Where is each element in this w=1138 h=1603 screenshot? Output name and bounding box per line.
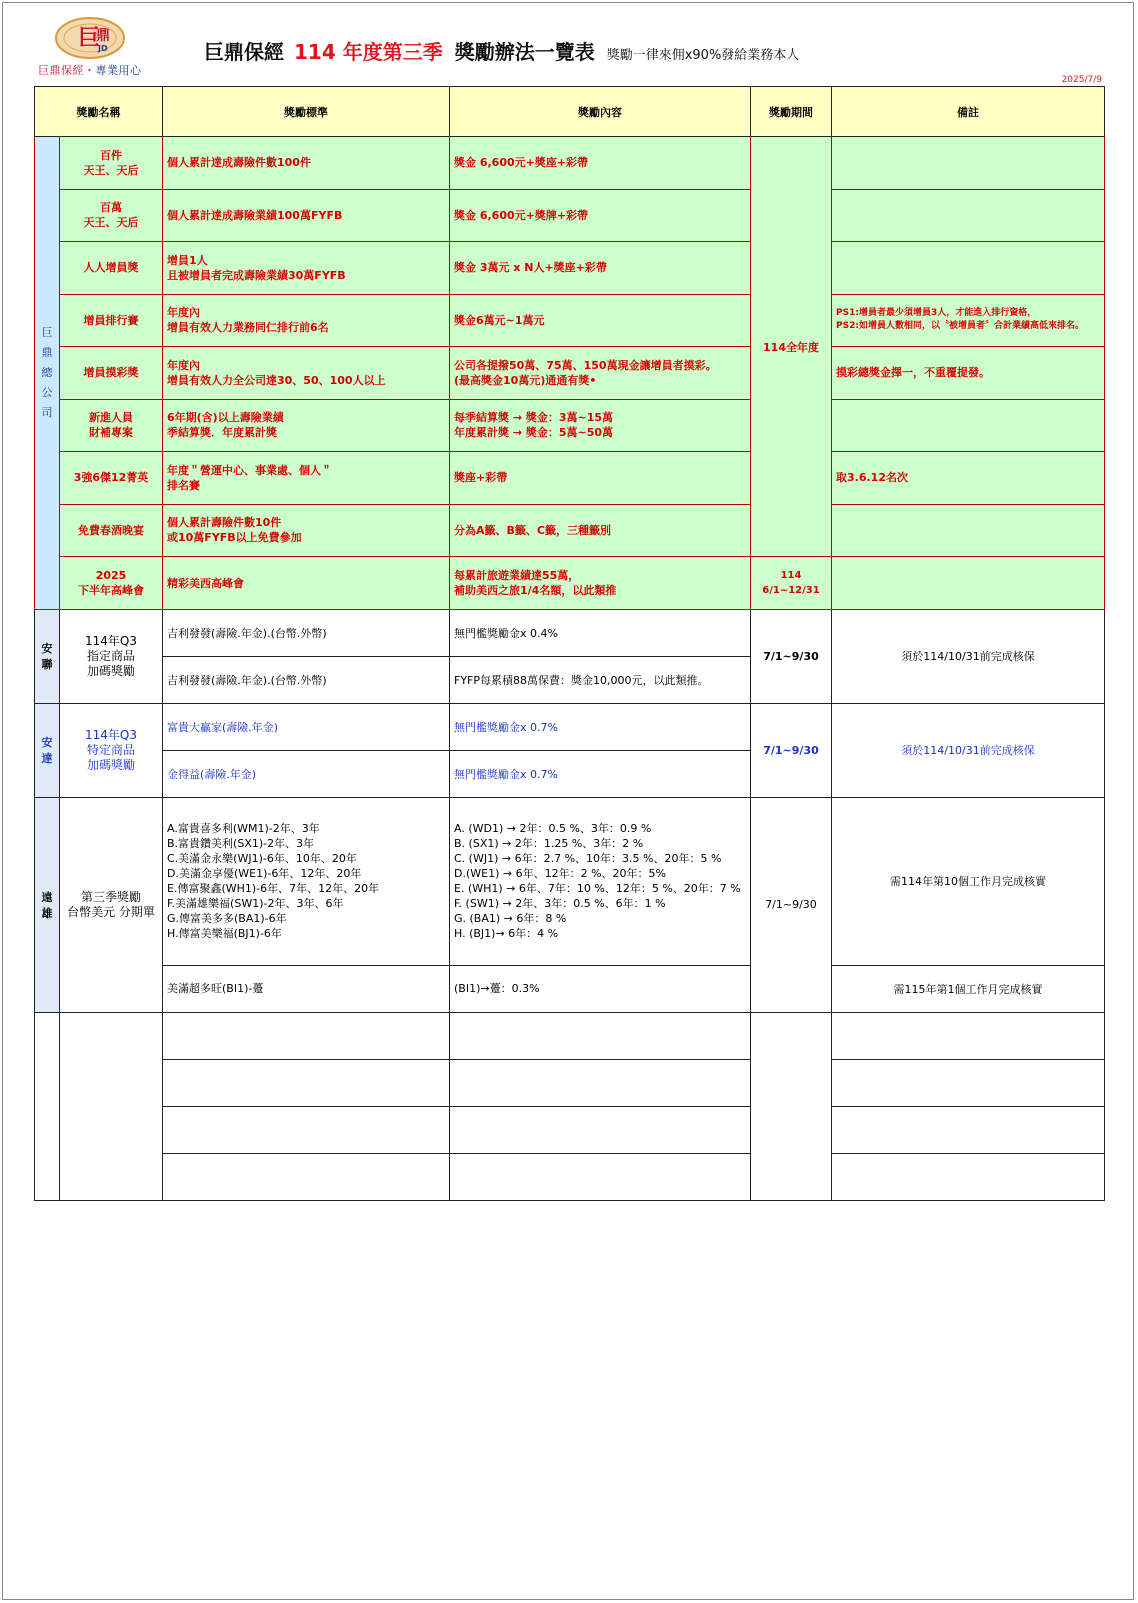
reward-standard: 年度＂營運中心、事業處、個人＂ 排名賽 [163, 452, 450, 505]
reward-standard: 精彩美西高峰會 [163, 557, 450, 610]
empty-remark-cell [832, 1106, 1105, 1153]
empty-row [35, 1106, 1105, 1153]
group-label-anlian: 安聯 [35, 609, 60, 703]
reward-standard: 6年期(含)以上壽險業績 季結算獎．年度累計獎 [163, 399, 450, 452]
reward-content: 獎座+彩帶 [450, 452, 751, 505]
reward-content: 獎金 6,600元+獎牌+彩帶 [450, 189, 751, 242]
reward-standard: 富貴大贏家(壽險.年金) [163, 703, 450, 750]
reward-period: 114 6/1~12/31 [751, 557, 832, 610]
reward-standard: 年度內 增員有效人力業務同仁排行前6名 [163, 294, 450, 347]
group-label-yuanxiong: 遠雄 [35, 797, 60, 1012]
reward-name: 增員摸彩獎 [60, 347, 163, 400]
reward-remark: 須於114/10/31前完成核保 [832, 609, 1105, 703]
reward-content: FYFP每累積88萬保費：獎金10,000元，以此類推。 [450, 656, 751, 703]
reward-name: 114年Q3 特定商品 加碼獎勵 [60, 703, 163, 797]
reward-standard: 增員1人 且被增員者完成壽險業績30萬FYFB [163, 242, 450, 295]
reward-content: 每累計旅遊業績達55萬， 補助美西之旅1/4名額，以此類推 [450, 557, 751, 610]
empty-name-cell [60, 1012, 163, 1200]
empty-row [35, 1059, 1105, 1106]
title-note: 獎勵一律來佣x90%發給業務本人 [606, 48, 800, 63]
reward-period: 7/1~9/30 [751, 609, 832, 703]
reward-table [34, 86, 1105, 1201]
empty-content-cell [450, 1153, 751, 1200]
header-standard: 獎勵標準 [163, 87, 450, 137]
empty-remark-cell [832, 1012, 1105, 1059]
document-date: 2025/7/9 [1061, 75, 1102, 85]
jd-reward-row [35, 504, 1105, 557]
reward-period: 7/1~9/30 [751, 797, 832, 1012]
table-header-row [35, 87, 1105, 137]
reward-content: 無門檻獎勵金x 0.4% [450, 609, 751, 656]
reward-content: 獎金6萬元~1萬元 [450, 294, 751, 347]
reward-remark [832, 137, 1105, 190]
svg-text:鼎: 鼎 [96, 28, 110, 44]
jd-reward-row [35, 347, 1105, 400]
anda-row [35, 703, 1105, 750]
header-content: 獎勵內容 [450, 87, 751, 137]
logo-tagline: 巨鼎保經・專業用心 [38, 64, 142, 77]
reward-name: 新進人員 財補專案 [60, 399, 163, 452]
title-season: 114 年度第三季 [294, 40, 443, 64]
reward-content: 每季結算獎 → 獎金：3萬~15萬 年度累計獎 → 獎金：5萬~50萬 [450, 399, 751, 452]
reward-remark [832, 557, 1105, 610]
empty-standard-cell [163, 1059, 450, 1106]
reward-name: 第三季獎勵 台幣美元 分期單 [60, 797, 163, 1012]
reward-standard: 個人累計壽險件數10件 或10萬FYFB以上免費參加 [163, 504, 450, 557]
group-label-jd: 巨 鼎 總 公 司 [35, 137, 60, 610]
header-period: 獎勵期間 [751, 87, 832, 137]
reward-content: 獎金 3萬元 x N人+獎座+彩帶 [450, 242, 751, 295]
jd-reward-row [35, 294, 1105, 347]
empty-standard-cell [163, 1106, 450, 1153]
reward-remark: 取3.6.12名次 [832, 452, 1105, 505]
reward-name: 3強6傑12菁英 [60, 452, 163, 505]
jd-reward-row [35, 242, 1105, 295]
reward-standard: 個人累計達成壽險件數100件 [163, 137, 450, 190]
empty-row [35, 1012, 1105, 1059]
empty-standard-cell [163, 1012, 450, 1059]
reward-content: (BI1)→躉：0.3% [450, 965, 751, 1012]
jd-reward-row [35, 452, 1105, 505]
reward-remark: PS1:增員者最少須增員3人，才能進入排行資格， PS2:如增員人數相同，以〝被增員者〞合計業績高低來排名。 [832, 294, 1105, 347]
reward-standard: 美滿超多旺(BI1)-躉 [163, 965, 450, 1012]
reward-period: 7/1~9/30 [751, 703, 832, 797]
empty-remark-cell [832, 1059, 1105, 1106]
reward-name: 增員排行賽 [60, 294, 163, 347]
empty-content-cell [450, 1012, 751, 1059]
reward-name: 免費春酒晚宴 [60, 504, 163, 557]
reward-content: 無門檻獎勵金x 0.7% [450, 703, 751, 750]
reward-standard: 個人累計達成壽險業績100萬FYFB [163, 189, 450, 242]
reward-name: 114年Q3 指定商品 加碼獎勵 [60, 609, 163, 703]
reward-content: A. (WD1) → 2年：0.5 %、3年：0.9 % B. (SX1) → 2年：1.25 %、3年：2 % C. (WJ1) → 6年：2.7 %、10年：3.5 %、20年：5 % D.(WE1) → 6年、12年：2 %、20年：5% E. (WH1) → 6年、7年：10 %、12年：5 %、20年：7 % F. (SW1) → 2年、3年：0.5 %、6年：1 % G. (BA1) → 6年：8 % H. (BJ1)→ 6年：4 % [450, 797, 751, 965]
group-label-anda: 安達 [35, 703, 60, 797]
empty-content-cell [450, 1059, 751, 1106]
reward-name: 百萬 天王、天后 [60, 189, 163, 242]
reward-period: 114全年度 [751, 137, 832, 557]
empty-period-cell [751, 1012, 832, 1200]
reward-content: 分為A籤、B籤、C籤，三種籤別 [450, 504, 751, 557]
empty-content-cell [450, 1106, 751, 1153]
reward-standard: 金得益(壽險.年金) [163, 750, 450, 797]
header-remark: 備註 [832, 87, 1105, 137]
reward-content: 無門檻獎勵金x 0.7% [450, 750, 751, 797]
reward-remark [832, 399, 1105, 452]
reward-remark [832, 504, 1105, 557]
reward-remark: 需115年第1個工作月完成核實 [832, 965, 1105, 1012]
yuanxiong-row [35, 965, 1105, 1012]
reward-remark: 須於114/10/31前完成核保 [832, 703, 1105, 797]
empty-remark-cell [832, 1153, 1105, 1200]
reward-standard: A.富貴喜多利(WM1)-2年、3年 B.富貴鑽美利(SX1)-2年、3年 C.美滿金永樂(WJ1)-6年、10年、20年 D.美滿金享優(WE1)-6年、12年、20年 E.傳富聚鑫(WH1)-6年、7年、12年、20年 F.美滿雄樂福(SW1)-2年、3年、6年 G.傳富美多多(BA1)-6年 H.傳富美樂福(BJ1)-6年 [163, 797, 450, 965]
yuanxiong-row [35, 797, 1105, 965]
jd-reward-row [35, 189, 1105, 242]
reward-name: 人人增員獎 [60, 242, 163, 295]
summit-row [35, 557, 1105, 610]
empty-standard-cell [163, 1153, 450, 1200]
reward-remark: 需114年第10個工作月完成核實 [832, 797, 1105, 965]
svg-text:JD: JD [98, 44, 108, 53]
reward-standard: 吉利發發(壽險.年金).(台幣.外幣) [163, 656, 450, 703]
reward-standard: 年度內 增員有效人力全公司達30、50、100人以上 [163, 347, 450, 400]
reward-remark [832, 242, 1105, 295]
jd-reward-row [35, 137, 1105, 190]
reward-remark [832, 189, 1105, 242]
title-main: 獎勵辦法一覽表 [454, 40, 595, 64]
reward-name: 2025 下半年高峰會 [60, 557, 163, 610]
reward-name: 百件 天王、天后 [60, 137, 163, 190]
empty-group-cell [35, 1012, 60, 1200]
reward-standard: 吉利發發(壽險.年金).(台幣.外幣) [163, 609, 450, 656]
page-title [204, 36, 799, 65]
reward-remark: 摸彩總獎金擇一，不重覆提發。 [832, 347, 1105, 400]
reward-content: 公司各提撥50萬、75萬、150萬現金讓增員者摸彩。 (最高獎金10萬元)通通有獎• [450, 347, 751, 400]
header-reward-name: 獎勵名稱 [35, 87, 163, 137]
reward-content: 獎金 6,600元+獎座+彩帶 [450, 137, 751, 190]
jd-reward-row [35, 399, 1105, 452]
title-company: 巨鼎保經 [204, 40, 284, 64]
anlian-row [35, 609, 1105, 656]
svg-text:巨: 巨 [78, 26, 101, 51]
empty-row [35, 1153, 1105, 1200]
